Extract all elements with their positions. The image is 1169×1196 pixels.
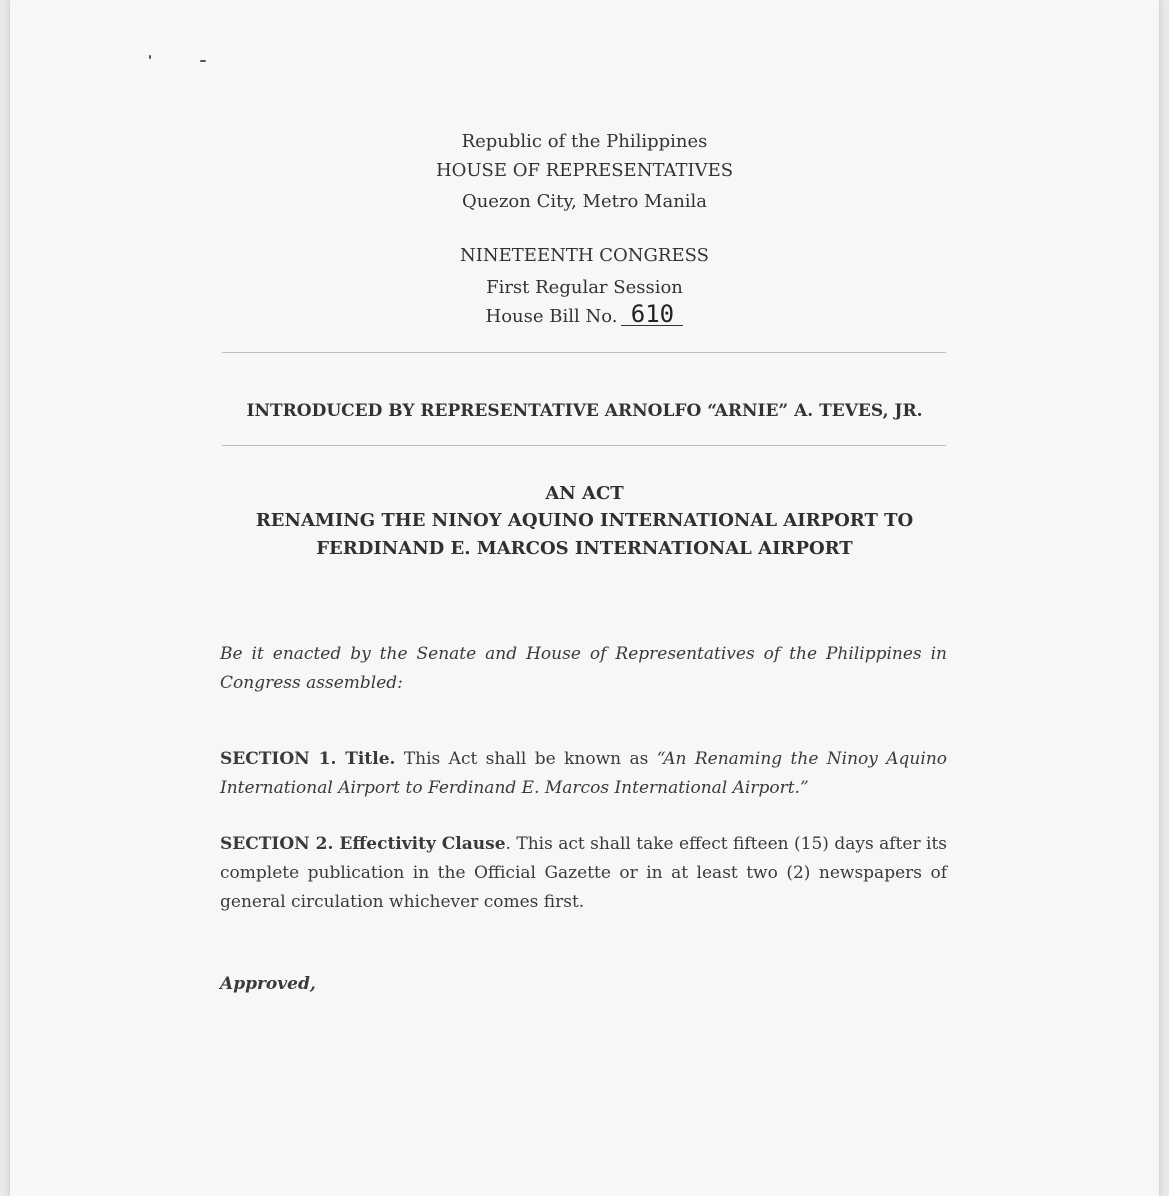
act-title-line-3: FERDINAND E. MARCOS INTERNATIONAL AIRPORT — [316, 538, 853, 559]
section-1-text: This Act shall be known as — [403, 749, 649, 769]
session-line: First Regular Session — [486, 277, 683, 298]
section-1-quote: “An Renaming the Ninoy Aquino International Airport to Ferdinand E. Marcos International Airport.” — [220, 749, 948, 798]
section-2-text: . This act shall take effect fifteen (15) days after its complete publication in the Official Gazette or in at least two (2) newspapers of general circulation whichever comes first. — [220, 834, 947, 912]
bill-number: 610 — [621, 303, 683, 326]
section-1-label: SECTION 1. Title. — [220, 749, 396, 769]
bill-line — [10, 300, 1159, 328]
location-line: Quezon City, Metro Manila — [461, 191, 708, 212]
bill-label: House Bill No. — [485, 306, 618, 327]
document-page — [10, 0, 1159, 1196]
house-line: HOUSE OF REPRESENTATIVES — [435, 160, 734, 181]
divider-top — [222, 352, 946, 353]
enacting-clause: Be it enacted by the Senate and House of Representatives of the Philippines in Congress assembled: — [220, 644, 947, 693]
approved-closing: Approved, — [220, 974, 316, 994]
congress-line: NINETEENTH CONGRESS — [460, 245, 709, 266]
act-title-line-2: RENAMING THE NINOY AQUINO INTERNATIONAL AIRPORT TO — [255, 510, 914, 531]
divider-bottom — [222, 445, 946, 446]
section-2 — [220, 830, 947, 917]
introduced-by: INTRODUCED BY REPRESENTATIVE ARNOLFO “ARNIE” A. TEVES, JR. — [246, 401, 923, 421]
section-1 — [220, 745, 947, 803]
republic-line: Republic of the Philippines — [461, 131, 708, 152]
scan-speck — [149, 55, 151, 59]
act-title-line-1: AN ACT — [545, 483, 624, 504]
section-2-label: SECTION 2. Effectivity Clause — [220, 834, 506, 854]
scan-speck — [200, 60, 206, 62]
